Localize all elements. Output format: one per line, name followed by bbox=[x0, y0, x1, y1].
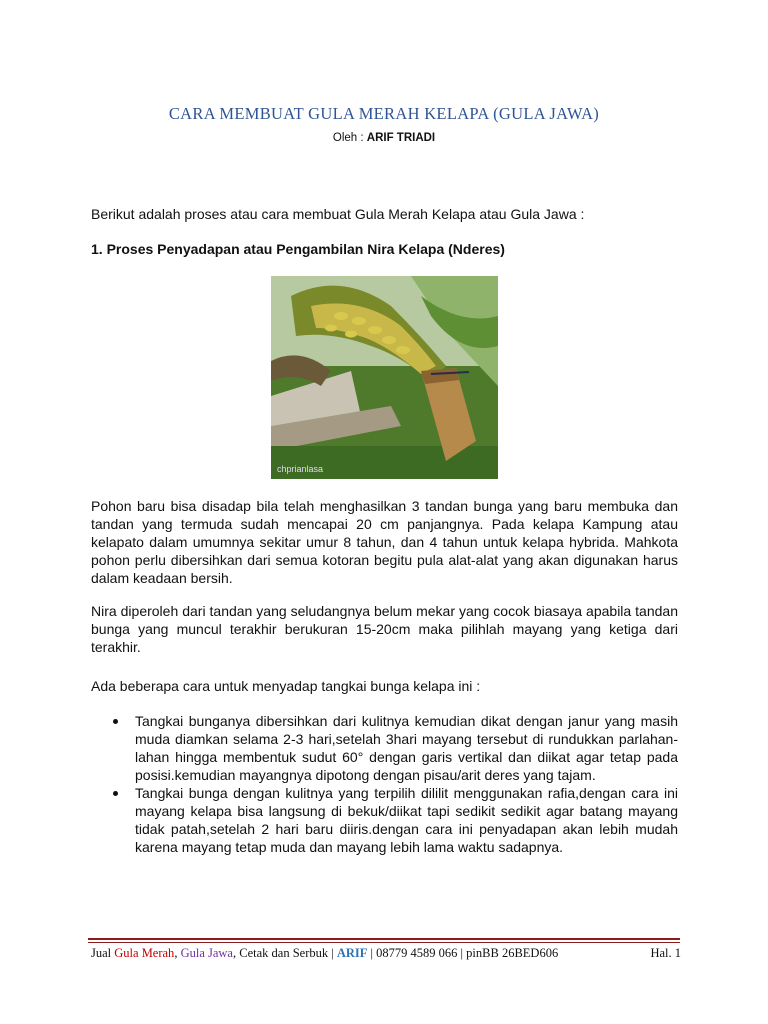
list-item-text: Tangkai bunganya dibersihkan dari kulitnya kemudian dikat dengan janur yang masih muda diamkan selama 2-3 hari,setelah 3hari mayang tersebut di rundukkan parlahan-lahan hingga membentuk sudut 60° dengan garis vertikal dan diikat agar tetap pada posisi.kemudian mayangnya dipotong dengan pisau/arit deres yang tajam. bbox=[135, 713, 678, 783]
list-item-text: Tangkai bunga dengan kulitnya yang terpilih dililit menggunakan rafia,dengan cara ini mayang kelapa bisa langsung di bekuk/diikat tapi sedikit sedikit agar batang mayang tidak patah,setelah 2 hari baru diiris.dengan cara ini penyadapan akan lebih mudah karena mayang tetap muda dan mayang lebih lama waktu sadapnya. bbox=[135, 785, 678, 855]
footer-jual: Jual bbox=[91, 946, 115, 960]
footer-comma: , bbox=[174, 946, 181, 960]
footer-rest-2: | 08779 4589 066 | pinBB 26BED606 bbox=[367, 946, 559, 960]
list-item bbox=[91, 784, 678, 856]
photo-watermark: chprianlasa bbox=[277, 464, 324, 474]
byline-author: ARIF TRIADI bbox=[366, 132, 436, 144]
byline bbox=[0, 132, 768, 144]
paragraph-3: Ada beberapa cara untuk menyadap tangkai bunga kelapa ini : bbox=[91, 678, 481, 694]
intro-text: Berikut adalah proses atau cara membuat Gula Merah Kelapa atau Gula Jawa : bbox=[91, 206, 585, 222]
page-footer bbox=[91, 946, 681, 961]
footer-rule-thin bbox=[88, 942, 680, 943]
footer-rule-thick bbox=[88, 938, 680, 940]
photo-illustration bbox=[271, 276, 498, 479]
section-heading: 1. Proses Penyadapan atau Pengambilan Nira Kelapa (Nderes) bbox=[91, 241, 505, 257]
page-number: Hal. 1 bbox=[650, 946, 681, 960]
document-title: CARA MEMBUAT GULA MERAH KELAPA (GULA JAWA) bbox=[168, 104, 600, 123]
footer-arif: ARIF bbox=[336, 946, 368, 960]
paragraph-1: Pohon baru bisa disadap bila telah menghasilkan 3 tandan bunga yang baru membuka dan tandan yang termuda sudah mencapai 20 cm panjangnya. Pada kelapa Kampung atau kelapato dalam umumnya sekitar umur 8 tahun, dan 4 tahun untuk kelapa hybrida. Mahkota pohon perlu dibersihkan dari semua kotoran begitu pula alat-alat yang akan digunakan harus dalam keadaan bersih. bbox=[91, 498, 678, 586]
footer-rest-1: , Cetak dan Serbuk | bbox=[232, 946, 337, 960]
paragraph-2: Nira diperoleh dari tandan yang seludangnya belum mekar yang cocok biasaya apabila tandan bunga yang muncul terakhir berukuran 15-20cm maka pilihlah mayang yang ketiga dari terakhir. bbox=[91, 603, 678, 655]
footer-gula-jawa: Gula Jawa bbox=[180, 946, 233, 960]
tapping-methods-list bbox=[91, 712, 678, 856]
list-item bbox=[91, 712, 678, 784]
footer-gula-merah: Gula Merah bbox=[114, 946, 175, 960]
coconut-tapping-photo bbox=[271, 276, 498, 479]
byline-prefix: Oleh : bbox=[332, 132, 367, 144]
bullet-icon bbox=[113, 791, 118, 796]
bullet-icon bbox=[113, 719, 118, 724]
